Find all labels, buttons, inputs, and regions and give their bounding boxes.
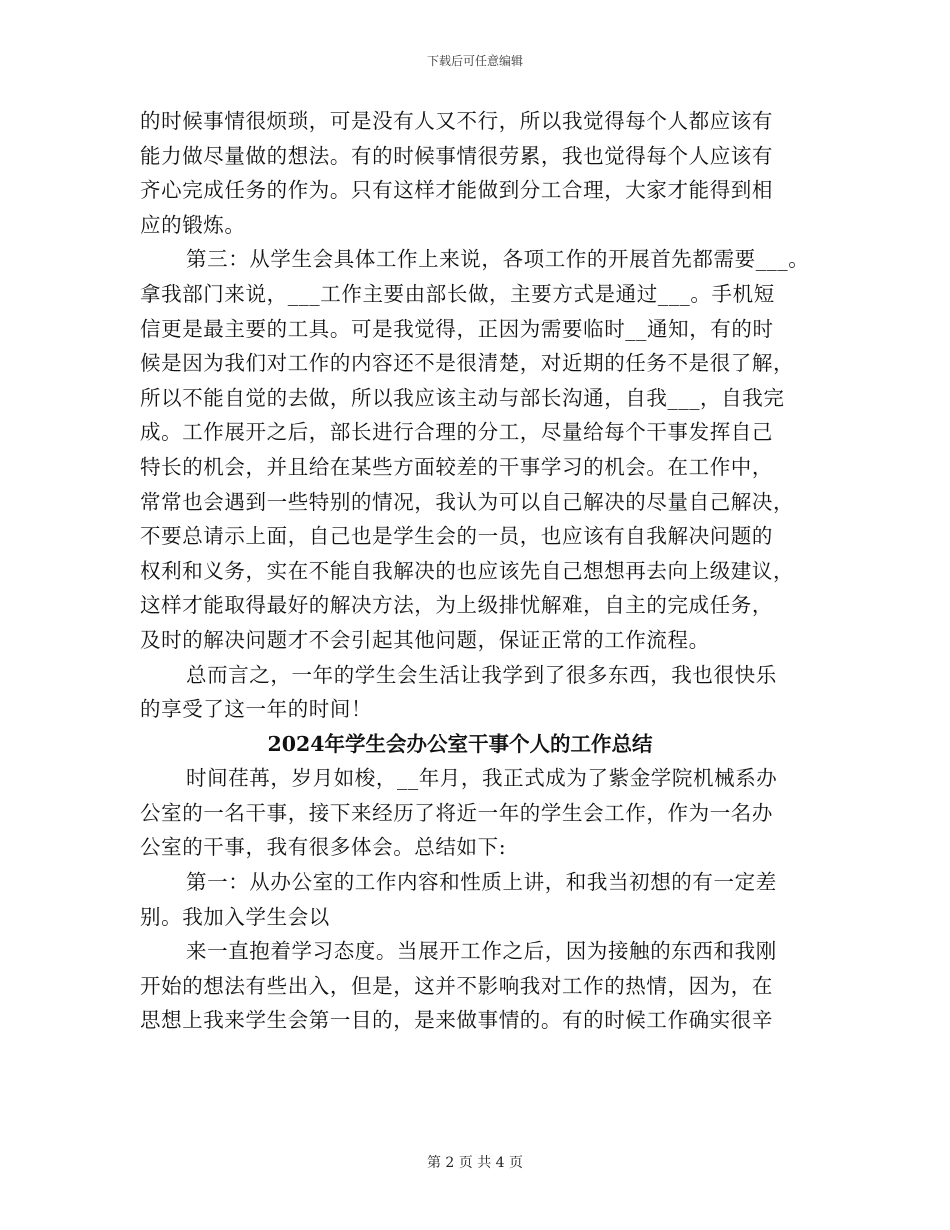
- text-line: 拿我部门来说，___工作主要由部长做，主要方式是通过___。手机短: [140, 281, 775, 306]
- text-line: 第三：从学生会具体工作上来说，各项工作的开展首先都需要___。: [186, 247, 810, 272]
- text-line: 第一：从办公室的工作内容和性质上讲，和我当初想的有一定差: [186, 870, 777, 895]
- paragraphs-top: [140, 104, 825, 727]
- text-line: 成。工作展开之后，部长进行合理的分工，尽量给每个干事发挥自己: [140, 420, 773, 445]
- text-line: 齐心完成任务的作为。只有这样才能做到分工合理，大家才能得到相: [140, 178, 773, 203]
- text-line: 公室的干事，我有很多体会。总结如下:: [140, 835, 507, 860]
- text-line: 总而言之，一年的学生会生活让我学到了很多东西，我也很快乐: [186, 662, 777, 687]
- page-footer: 第 2 页 共 4 页: [426, 1155, 524, 1171]
- paragraphs-bottom: [140, 761, 825, 1038]
- text-line: 所以不能自觉的去做，所以我应该主动与部长沟通，自我___，自我完: [140, 385, 785, 410]
- text-line: 能力做尽量做的想法。有的时候事情很劳累，我也觉得每个人应该有: [140, 143, 773, 168]
- text-line: 开始的想法有些出入，但是，这并不影响我对工作的热情，因为，在: [140, 973, 773, 998]
- text-line: 来一直抱着学习态度。当展开工作之后，因为接触的东西和我刚: [186, 939, 777, 964]
- text-line: 候是因为我们对工作的内容还不是很清楚，对近期的任务不是很了解，: [140, 351, 795, 376]
- text-line: 的时候事情很烦琐，可是没有人又不行，所以我觉得每个人都应该有: [140, 109, 773, 133]
- text-line: 特长的机会，并且给在某些方面较差的干事学习的机会。在工作中，: [140, 454, 773, 479]
- document-body: [140, 104, 825, 1038]
- text-line: 及时的解决问题才不会引起其他问题，保证正常的工作流程。: [140, 627, 710, 652]
- text-line: 的享受了这一年的时间！: [140, 697, 373, 722]
- text-line: 权利和义务，实在不能自我解决的也应该先自己想想再去向上级建议，: [140, 558, 795, 583]
- text-line: 公室的一名干事，接下来经历了将近一年的学生会工作，作为一名办: [140, 800, 773, 825]
- text-line: 别。我加入学生会以: [140, 904, 330, 929]
- text-line: 时间荏苒，岁月如梭，__年月，我正式成为了紫金学院机械系办: [186, 766, 778, 791]
- text-line: 思想上我来学生会第一目的，是来做事情的。有的时候工作确实很辛: [140, 1008, 773, 1033]
- text-line: 应的锻炼。: [140, 212, 246, 237]
- text-line: 这样才能取得最好的解决方法，为上级排忧解难，自主的完成任务，: [140, 593, 773, 618]
- text-line: 常常也会遇到一些特别的情况，我认为可以自己解决的尽量自己解决，: [140, 489, 795, 514]
- text-line: 不要总请示上面，自己也是学生会的一员，也应该有自我解决问题的: [140, 524, 773, 549]
- section-title: 2024年学生会办公室干事个人的工作总结: [267, 731, 653, 756]
- text-line: 信更是最主要的工具。可是我觉得，正因为需要临时__通知，有的时: [140, 316, 774, 341]
- page-header: 下载后可任意编辑: [426, 54, 523, 68]
